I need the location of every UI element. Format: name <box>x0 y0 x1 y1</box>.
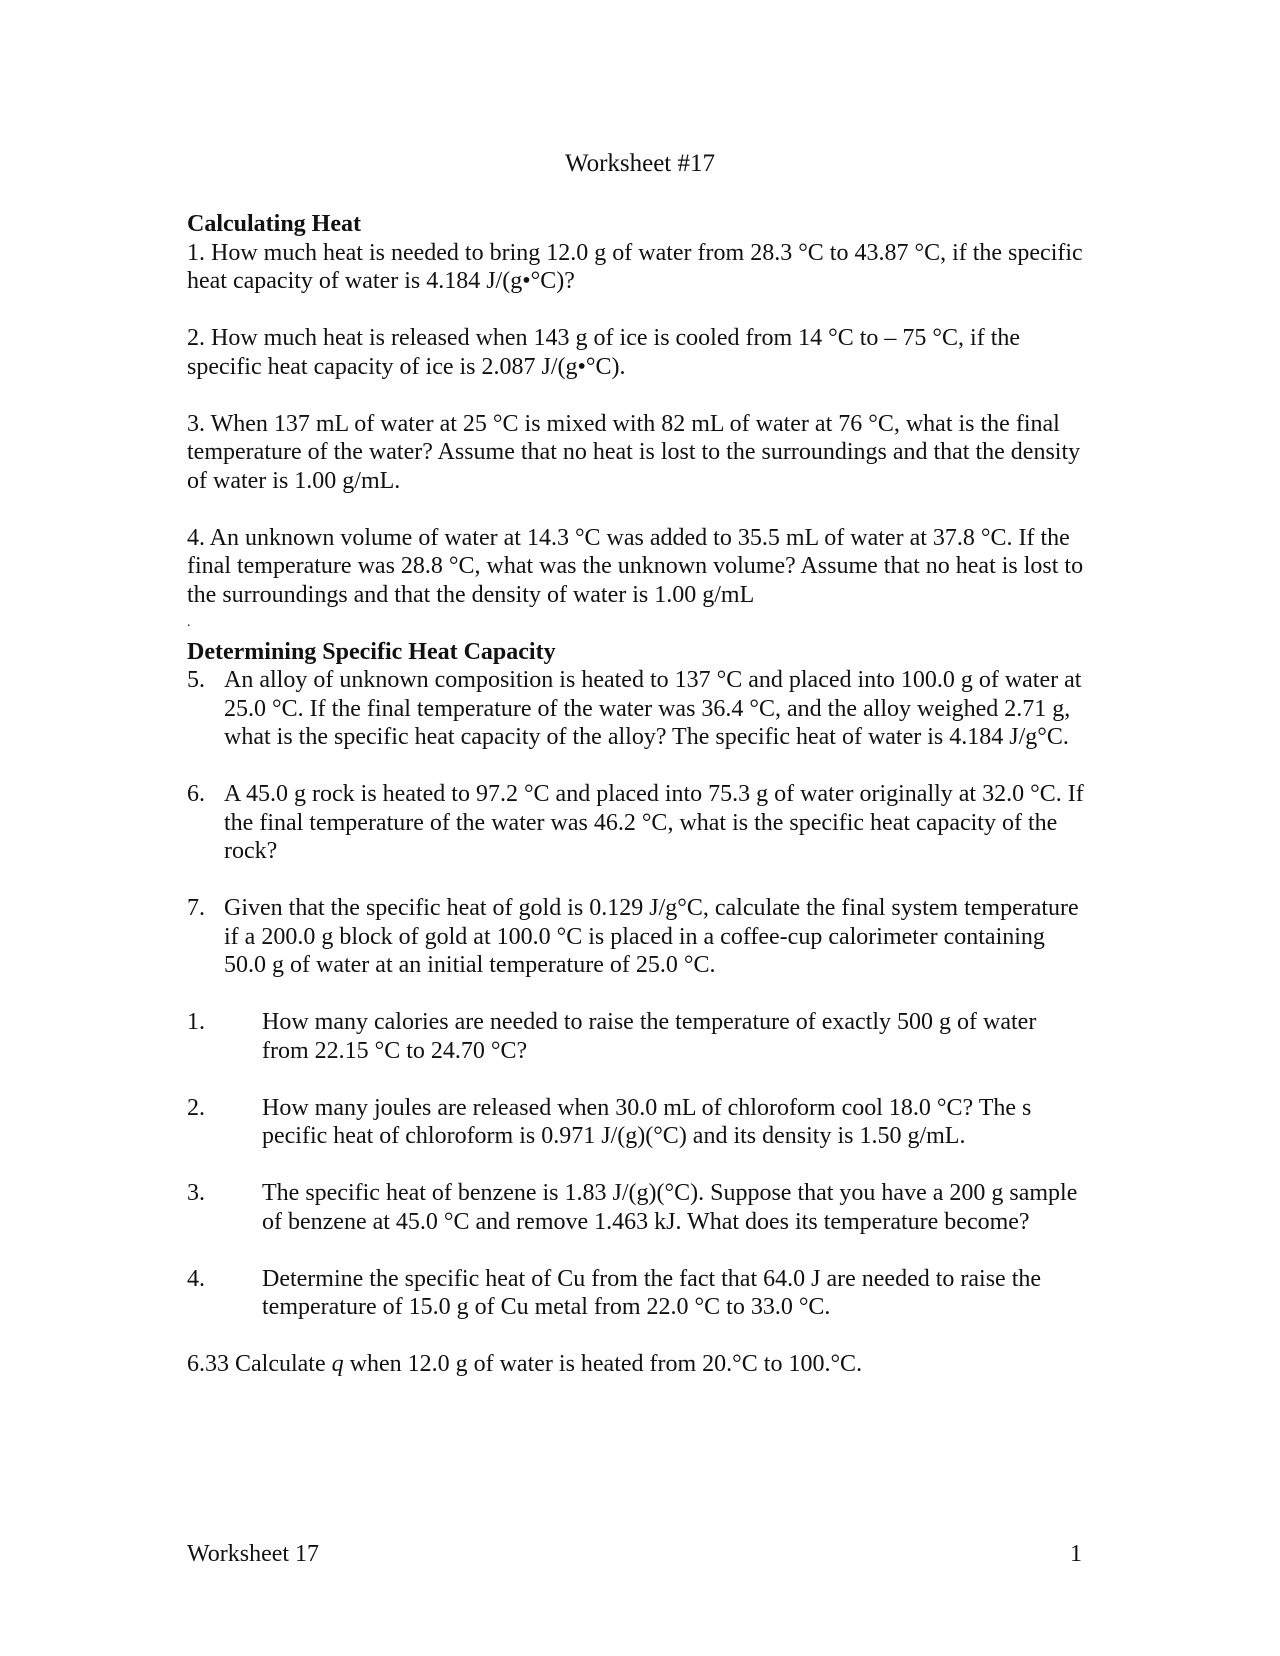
question-number: 7. <box>187 895 205 921</box>
question-number: 5. <box>187 667 205 693</box>
question-text: Determine the specific heat of Cu from the fact that 64.0 J are needed to raise the temperature of 15.0 g of Cu metal from 22.0 °C to 33.0 °C. <box>262 1265 1042 1320</box>
page-number: 1 <box>1070 1541 1082 1567</box>
question-number: 2. <box>187 1094 205 1121</box>
question-item <box>187 894 1087 980</box>
question-2: 2. How much heat is released when 143 g of ice is cooled from 14 °C to – 75 °C, if the specific heat capacity of ice is 2.087 J/(g•°C). <box>187 325 1021 380</box>
question-text: Given that the specific heat of gold is 0.129 J/g°C, calculate the final system temperature if a 200.0 g block of gold at 100.0 °C is placed in a coffee-cup calorimeter containing 50.0 g of water at an initial temperature of 25.0 °C. <box>224 895 1079 978</box>
section-heading-specific-heat: Determining Specific Heat Capacity <box>187 638 556 665</box>
question-item <box>187 1094 1087 1151</box>
question-item <box>187 1008 1087 1065</box>
question-1: 1. How much heat is needed to bring 12.0 g of water from 28.3 °C to 43.87 °C, if the specific heat capacity of water is 4.184 J/(g•°C)? <box>187 239 1083 294</box>
question-6-33 <box>187 1350 1087 1379</box>
question-3: 3. When 137 mL of water at 25 °C is mixed with 82 mL of water at 76 °C, what is the final temperature of the water? Assume that no heat is lost to the surroundings and that the density of water is 1.00 g/mL. <box>187 410 1081 494</box>
question-number: 3. <box>187 1180 205 1206</box>
question-text: How many calories are needed to raise the temperature of exactly 500 g of water from 22.15 °C to 24.70 °C? <box>262 1009 1037 1064</box>
question-4: 4. An unknown volume of water at 14.3 °C was added to 35.5 mL of water at 37.8 °C. If the final temperature was 28.8 °C, what was the unknown volume? Assume that no heat is lost to the surroundings and that the density of water is 1.00 g/mL <box>187 524 1084 608</box>
question-text: How many joules are released when 30.0 mL of chloroform cool 18.0 °C? The s pecific heat of chloroform is 0.971 J/(g)(°C) and its density is 1.50 g/mL. <box>262 1094 1032 1149</box>
question-item <box>187 666 1087 752</box>
worksheet-content <box>187 210 1087 1379</box>
variable-q: q <box>331 1351 344 1377</box>
footer-title: Worksheet 17 <box>187 1541 320 1567</box>
question-suffix: when 12.0 g of water is heated from 20.°C to 100.°C. <box>343 1351 863 1377</box>
question-number: 1. <box>187 1009 205 1035</box>
question-number: 4. <box>187 1265 205 1292</box>
question-text: An alloy of unknown composition is heated to 137 °C and placed into 100.0 g of water at 25.0 °C. If the final temperature of the water was 36.4 °C, and the alloy weighed 2.71 g, what is the specific heat capacity of the alloy? The specific heat of water is 4.184 J/g°C. <box>224 667 1082 750</box>
page-title: Worksheet #17 <box>564 150 716 177</box>
question-item <box>187 780 1087 866</box>
question-item <box>187 1179 1087 1236</box>
section-heading-calculating-heat: Calculating Heat <box>187 211 361 237</box>
stray-dot: . <box>187 615 191 630</box>
question-item <box>187 1265 1087 1322</box>
question-number: 6. <box>187 781 205 807</box>
question-text: The specific heat of benzene is 1.83 J/(g)(°C). Suppose that you have a 200 g sample of benzene at 45.0 °C and remove 1.463 kJ. What does its temperature become? <box>262 1180 1078 1235</box>
question-prefix: 6.33 Calculate <box>187 1351 332 1377</box>
question-text: A 45.0 g rock is heated to 97.2 °C and placed into 75.3 g of water originally at 32.0 °C. If the final temperature of the water was 46.2 °C, what is the specific heat capacity of the rock? <box>224 781 1084 864</box>
